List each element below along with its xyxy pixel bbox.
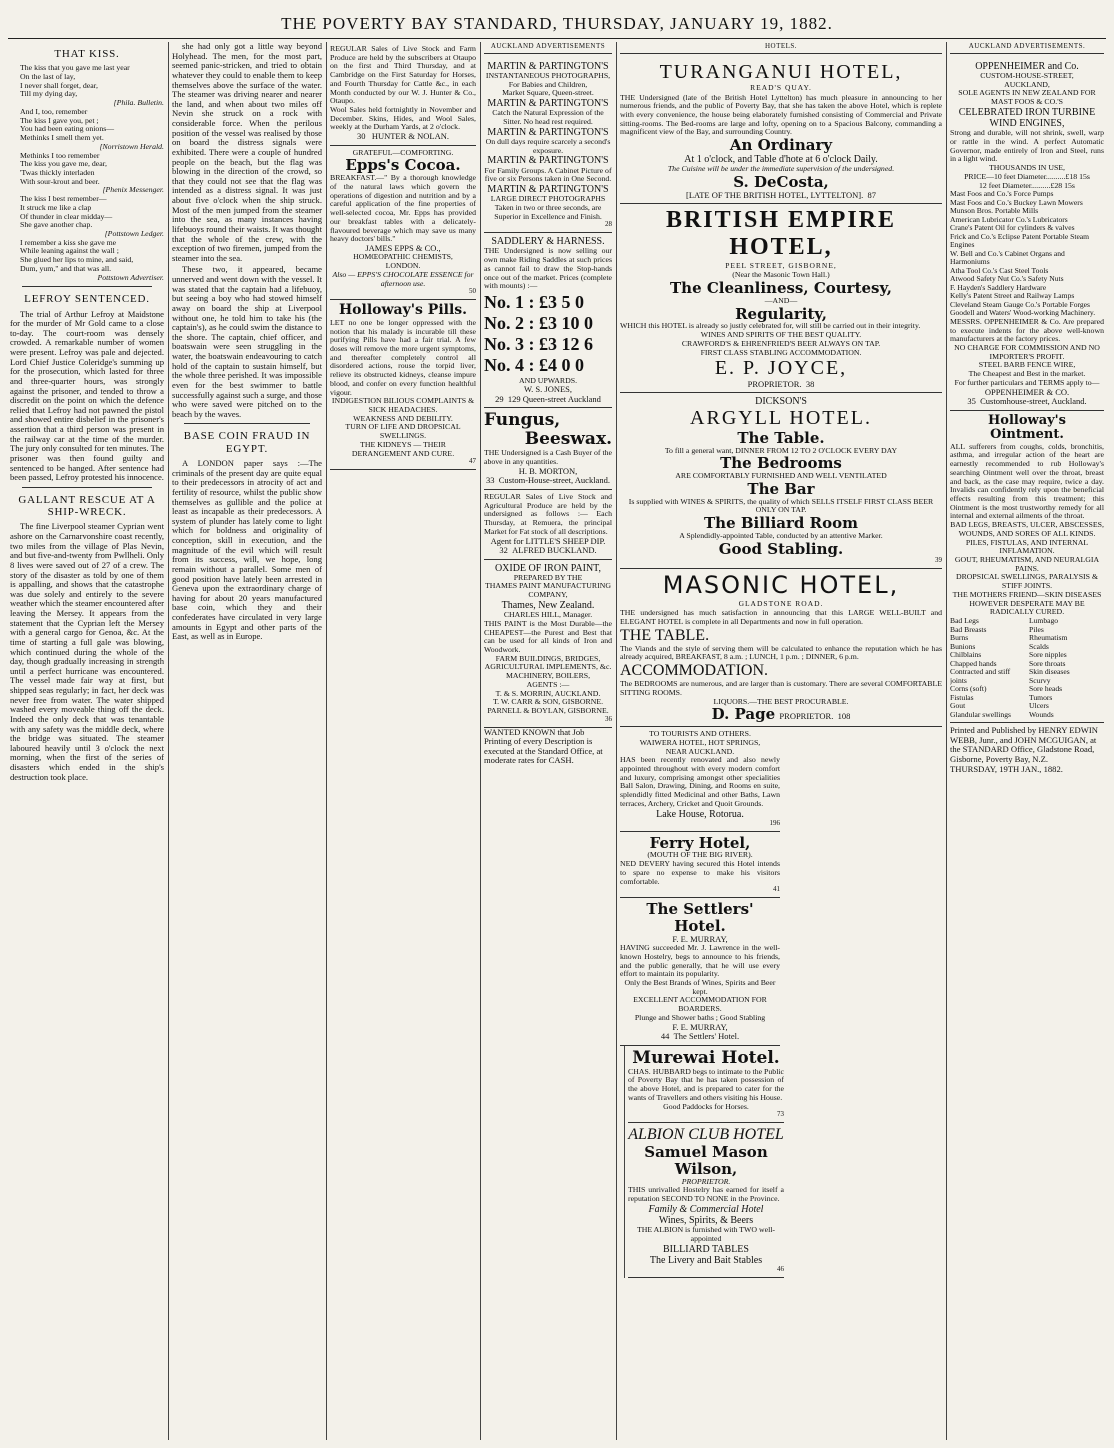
ad-line: THE ALBION is furnished with TWO well-appointed [636, 1225, 775, 1243]
price-item: No. 3 : £3 12 6 [484, 334, 593, 355]
ad-agent: T. & S. MORRIN, AUCKLAND. [495, 688, 601, 698]
ad-signature: JAMES EPPS & CO., [365, 242, 441, 253]
ad-signature: H. B. MORTON, [518, 465, 578, 476]
ad-title: ARGYLL HOTEL. [690, 407, 872, 430]
ad-agent: PARNELL & BOYLAN, GISBORNE. [487, 705, 609, 715]
list-item: Gout [950, 701, 966, 711]
ad-number: 50 [469, 287, 476, 296]
ad-title: MARTIN & PARTINGTON'S [487, 184, 609, 196]
ad-line: NO CHARGE FOR COMMISSION AND NO IMPORTER'S PROFIT. [954, 342, 1100, 361]
ad-role: PROPRIETOR. [779, 711, 834, 722]
ad-line: LIQUORS.—THE BEST PROCURABLE. [713, 696, 849, 706]
ad-text: CHAS. HUBBARD begs to intimate to the Public of Poverty Bay that he has taken possession of the above Hotel, and is prepared to cater for the wants of Travellers and others visiting his House. [628, 1066, 784, 1102]
ad-subhead: BAD LEGS, BREASTS, ULCER, ABSCESSES, WOUNDS, AND SORES OF ALL KINDS. [950, 520, 1104, 538]
ad-city: AUCKLAND, [1004, 79, 1050, 89]
buckland-sales-ad [484, 490, 612, 560]
ad-number: 46 [777, 1264, 784, 1273]
rescue-continued-2: These two, it appeared, became unnerved and went down with the vessel. It was stated that the captain had a lifebuoy, but seeing a boy who had stowed himself away on board the ship at Liverpool without one, he told him to take his (the captain's), as he could swim the distance to the shore. The captain, chief officer, and boatswain were seen struggling in the water, the boatswain endeavouring to catch hold of the captain to sustain himself, but the whole three perished. It was impossible even for the best swimmer to battle successfully against such a surge, and those who were saved were pitched on to the beach by the waves. [172, 264, 322, 419]
ad-title: MARTIN & PARTINGTON'S [487, 155, 609, 167]
ad-highlight: Wines, Spirits, & Beers [658, 1214, 754, 1226]
ad-line: For Babies and Children, [508, 79, 588, 89]
divider [22, 487, 152, 488]
list-item: Burns [950, 633, 969, 643]
ad-line: THOUSANDS IN USE, [988, 163, 1066, 173]
ad-title: MARTIN & PARTINGTON'S [487, 126, 609, 138]
verse-line: The kiss that you gave me last year [20, 63, 130, 73]
ad-text: The Viands and the style of serving them will be calculated to enhance the reputation which he has already acquired, BREAKFAST, 8 a.m. ; LUNCH, 1 p.m. ; DINNER, 6 p.m. [620, 643, 942, 662]
list-item: Scurvy [1029, 675, 1051, 685]
ad-text: THE Undersigned is now selling our own make Riding Saddles at such prices as cannot fail to draw the Stop-hands once out of the market. Prices (complete with mounts) :— [484, 246, 612, 291]
ad-title: The Settlers' Hotel. [646, 900, 754, 935]
ad-address: CUSTOM-HOUSE-STREET, [980, 71, 1074, 81]
ad-text: The BEDROOMS are numerous, and are larger than is customary. There are several COMFORTABLE SITTING ROOMS. [620, 679, 942, 697]
ad-text: MESSRS. OPPENHEIMER & Co. Are prepared to execute indents for the above well-known manufacturers at the factory prices. [950, 316, 1104, 344]
verse-line: I never shall forget, dear, [20, 80, 98, 90]
column-4 [484, 42, 612, 1440]
ad-subhead: INDIGESTION BILIOUS COMPLAINTS & SICK HEADACHES. [331, 396, 475, 415]
ad-highlight: CELEBRATED IRON TURBINE [958, 106, 1096, 118]
ad-title: Beeswax. [524, 429, 612, 450]
rescue-title: GALLANT RESCUE AT A SHIP-WRECK. [18, 493, 156, 519]
ad-title: MASONIC HOTEL, [662, 571, 900, 600]
photographs-ad [484, 58, 612, 233]
column-rule [480, 42, 481, 1440]
list-item: Chapped hands [950, 658, 997, 668]
column-1 [10, 42, 164, 1440]
verse-line: Of thunder in clear midday— [20, 211, 113, 221]
ad-title: ALBION CLUB HOTEL [628, 1126, 784, 1144]
rescue-article: The fine Liverpool steamer Cyprian went ashore on the Carnarvonshire coast recently, two miles from the village of Plas Nevin, and but five-and-twenty from Pwllheli. Only 8 lives were saved out of 27 of a crew. The story of the disaster as told by one of them is appalling, and shows that the catastrophe was due solely and entirely to the severe weather which the steamer encountered after leaving the Mersey. It appears from the statement that the Cyprian left the Mersey with a general cargo for Genoa, &c. At the time of starting a full gale was blowing, which continued during the whole of the day, though gradually increasing in strength until a perfect hurricane was encountered. The vessel made fair way at first, but shipped seas regularly; in fact, her deck was never free from water. The water shipped washed every moveable thing off the deck. Indeed the only deck that was tenantable with any safety was the middle deck, where the bridge was situated. The steamer laboured heavily until 3 o'clock the next morning, when the first of the series of disasters which ended in the ship's destruction took place. [10, 521, 164, 782]
ad-line: A Splendidly-appointed Table, conducted by an attentive Marker. [679, 530, 883, 540]
ad-text: BREAKFAST.—" By a thorough knowledge of the natural laws which govern the operations of digestion and nutrition and by a careful application of the fine properties of well-selected cocoa, Mr. Epps has provided our breakfast tables with a delicately-flavoured beverage which may save us many heavy doctors' bills." [330, 173, 476, 244]
ad-text: REGULAR Sales of Live Stock and Farm Produce are held by the subscribers at Otaupo on the first and Third Thursday, and at Cambridge on the First Saturday for Horses, and Fourth Thursday for Cattle &c., in each Month conducted by our W. J. Hunter & Co., Otaupo. [330, 44, 476, 106]
ad-number: 28 [605, 220, 612, 229]
issue-date: THURSDAY, 19TH JAN., 1882. [950, 763, 1063, 774]
ad-line: —AND— [764, 295, 798, 305]
ad-number: 41 [773, 885, 780, 894]
ad-text: REGULAR Sales of Live Stock and Agricultural Produce are held by the undersigned as follows :— Each Thursday, at Remuera, the principal Market for Fat stock of all descriptions. [484, 491, 612, 536]
ad-manager: CHARLES HILL, Manager. [503, 610, 593, 620]
section-header: AUCKLAND ADVERTISEMENTS [484, 42, 612, 54]
ad-title: SADDLERY & HARNESS. [491, 236, 605, 248]
ad-address: PEEL STREET, GISBORNE, [725, 260, 837, 270]
column-2 [172, 42, 322, 1440]
ad-text: THIS unrivalled Hostelry has earned for itself a reputation SECOND TO NONE in the Province. [628, 1185, 784, 1204]
ad-number: 108 [837, 711, 851, 722]
ad-note: AND UPWARDS. [518, 375, 578, 385]
ad-note: (Near the Masonic Town Hall.) [732, 270, 830, 280]
list-item: Mast Foos and Co.'s Force Pumps [950, 189, 1054, 199]
list-item: Scalds [1029, 641, 1049, 651]
price-item: No. 4 : £4 0 0 [484, 355, 584, 376]
ad-subhead: TURN OF LIFE AND DROPSICAL SWELLINGS. [345, 422, 461, 441]
list-item: Frick and Co.'s Eclipse Patent Portable Steam Engines [950, 231, 1090, 250]
column-rule [326, 42, 327, 1440]
iron-paint-ad [484, 560, 612, 728]
british-empire-hotel-ad [620, 204, 942, 393]
list-item: Sore heads [1029, 684, 1063, 694]
ad-company: THAMES PAINT MANUFACTURING COMPANY, [485, 581, 611, 600]
ad-signature: ALFRED BUCKLAND. [512, 545, 597, 556]
wanted-known-notice: WANTED KNOWN that Job Printing of every Description is executed at the Standard Office, at moderate rates for CASH. [484, 726, 603, 766]
ad-text: THIS PAINT is the Most Durable—the CHEAPEST—the Purest and Best that can be used for all kinds of Iron and Woodwork. [484, 618, 612, 654]
ad-title: BRITISH EMPIRE HOTEL, [665, 207, 897, 261]
printer-imprint: Printed and Published by HENRY EDWIN WEBB, Junr., and JOHN MCGUIGAN, at the STANDARD Office, Gladstone Road, Gisborne, Poverty Bay, N.Z. [950, 725, 1098, 764]
ad-line: Only the Best Brands of Wines, Spirits and Beer kept. [624, 978, 776, 996]
ad-address: GLADSTONE ROAD. [738, 599, 824, 609]
list-item: American Lubricator Co.'s Lubricators [950, 214, 1068, 224]
ad-subtitle: INSTANTANEOUS PHOTOGRAPHS, [485, 71, 611, 81]
verse-line: With sour-krout and beer. [20, 176, 100, 186]
ad-line: ARE COMFORTABLY FURNISHED AND WELL VENTILATED [675, 471, 887, 481]
list-item: W. Bell and Co.'s Cabinet Organs and Harmoniums [950, 248, 1065, 267]
list-item: Atwood Safety Nut Co.'s Safety Nuts [950, 274, 1064, 284]
list-item: F. Hayden's Saddlery Hardware [950, 282, 1047, 292]
ad-line: For Family Groups. A Cabinet Picture of five or six Persons taken in One Second. [484, 165, 612, 184]
ad-text: THE undersigned has much satisfaction in announcing that this LARGE WELL-BUILT and ELEGANT HOTEL is complete in all Departments and now in full operation. [620, 608, 942, 627]
list-item: Goodell and Waters' Wood-working Machinery. [950, 308, 1096, 318]
divider [22, 286, 152, 287]
ad-text: Wool Sales held fortnightly in November and December. Skins, Hides, and Wool Sales, weekly at the Durham Yards, at 2 o'clock. [330, 105, 476, 132]
ad-signature: D. Page [711, 705, 776, 724]
masonic-hotel-ad [620, 569, 942, 727]
list-item: Bad Legs [950, 616, 979, 626]
list-item: Cleveland Steam Gauge Co.'s Portable Forges [950, 299, 1091, 309]
ad-number: 32 [499, 545, 508, 556]
ad-highlight: Family & Commercial Hotel [648, 1203, 764, 1215]
turanganui-hotel-ad [620, 58, 942, 204]
ad-line: The Cheapest and Best in the market. [968, 369, 1086, 379]
ad-number: 47 [469, 457, 476, 466]
ad-text: Strong and durable, will not shrink, swell, warp or rattle in the wind. A perfect Automatic Governor, made entirely of Iron and Steel, runs in a light wind. [950, 128, 1104, 164]
ad-highlight: The Bedrooms [720, 454, 842, 473]
list-item: Tumors [1029, 692, 1053, 702]
verse-line: You had been eating onions— [20, 124, 115, 134]
list-item: Bad Breasts [950, 624, 987, 634]
ad-subhead: THE MOTHERS FRIEND—SKIN DISEASES HOWEVER DESPERATE MAY BE RADICALLY CURED. [952, 589, 1102, 617]
list-item: Sore throats [1029, 658, 1066, 668]
list-item: Sore nipples [1029, 650, 1067, 660]
ad-text: THE Undersigned (late of the British Hotel Lyttelton) has much pleasure in announcing to her numerous friends, and the public of Poverty Bay, that she has taken the above Hotel, which is replete with every convenience, the house being elaborately furnished consisting of Commercial and Private sitting-rooms. The Bed-rooms are large and lofty, opening on to a Spacious Balcony, commanding a magnificent view of the Bay, and surrounding Country. [620, 92, 942, 137]
section-header: HOTELS. [620, 42, 942, 54]
oppenheimer-ad [950, 58, 1104, 411]
ad-line: Is supplied with WINES & SPIRITS, the quality of which SELLS ITSELF FIRST CLASS BEER ONLY ON TAP. [628, 496, 934, 515]
ad-prefix: DICKSON'S [755, 396, 807, 408]
ad-number: 36 [605, 714, 612, 723]
ad-address: Custom-House-street, Auckland. [498, 475, 610, 486]
ad-signature: W. S. JONES, [523, 384, 573, 395]
epps-cocoa-ad [330, 146, 476, 300]
verse-line: The kiss you gave me, dear, [20, 159, 107, 169]
ad-number: 35 [967, 396, 976, 407]
ad-signature: OPPENHEIMER & CO. [984, 386, 1070, 397]
ad-line: Agent for LITTLE'S SHEEP DIP. [490, 535, 606, 546]
albion-club-hotel-ad [628, 1123, 784, 1278]
ad-highlight: The Livery and Bait Stables [649, 1254, 763, 1266]
ad-title: Holloway's Pills. [338, 302, 468, 319]
verse-line: On the last of lay, [20, 72, 76, 82]
ad-title: TURANGANUI HOTEL, [659, 60, 903, 83]
ad-signature: S. DeCosta, [733, 172, 829, 191]
column-6 [950, 42, 1104, 1440]
waiwera-hotel-ad [620, 727, 780, 831]
ad-highlight: BILLIARD TABLES [663, 1243, 749, 1255]
list-item: Crane's Patent Oil for cylinders & valves [950, 223, 1075, 233]
ad-line: WINES AND SPIRITS OF THE BEST QUALITY. [700, 330, 862, 340]
ad-signature: Samuel Mason Wilson, [644, 1143, 768, 1178]
hotels-right-subcolumn [624, 1046, 784, 1278]
kiss-title: THAT KISS. [54, 48, 120, 60]
ad-line: Plunge and Shower baths ; Good Stabling [634, 1012, 766, 1022]
verse-line: Dum, yum," and that was all. [20, 263, 112, 273]
ad-subtitle: (MOUTH OF THE BIG RIVER). [647, 850, 753, 860]
ad-title: Holloway's Ointment. [988, 412, 1066, 443]
verse-line: The kiss I gave you, pet ; [20, 115, 99, 125]
ad-price: 12 feet Diameter..........£28 15s [979, 180, 1075, 190]
settlers-hotel-ad [620, 898, 780, 1046]
ad-line: CRAWFORD'S & EHRENFRIED'S BEER ALWAYS ON TAP. [681, 338, 881, 348]
ad-title: OPPENHEIMER and Co. [975, 60, 1079, 72]
ad-highlight: The Billiard Room [704, 514, 858, 533]
list-item: Glandular swellings [950, 709, 1011, 719]
disease-list [950, 617, 1104, 719]
ad-text: WHICH this HOTEL is already so justly celebrated for, will still be carried out in their integrity. [620, 321, 921, 331]
kiss-verse [10, 64, 164, 282]
murewai-hotel-ad [628, 1046, 784, 1123]
ad-address: NEAR AUCKLAND. [665, 746, 735, 756]
argyll-hotel-ad [620, 393, 942, 569]
ad-address: 129 Queen-street Auckland [507, 393, 601, 404]
ad-signature: E. P. JOYCE, [714, 357, 848, 380]
ad-line: SOLE AGENTS IN NEW ZEALAND FOR MAST FOOS & CO.'S [958, 88, 1096, 107]
ad-title: Murewai Hotel. [632, 1047, 780, 1068]
list-item: Kelly's Patent Street and Railway Lamps [950, 291, 1075, 301]
ad-title: MARTIN & PARTINGTON'S [487, 60, 609, 72]
ad-text: ALL sufferers from coughs, colds, bronchitis, asthma, and irregular action of the heart are earnestly recommended to rub Holloway's searching Ointment well over the throat, breast and back, as the case may require, twice a day. Invalids can confidently rely upon the beneficial effects resulting from this treatment; this Ointment is the most trustworthy remedy for all internal and external ailments of the throat. [950, 441, 1104, 521]
ad-address: Market Square, Queen-street. [502, 88, 594, 98]
verse-line: She gave another chap. [20, 220, 93, 230]
lefroy-title: LEFROY SENTENCED. [24, 293, 150, 306]
column-rule [946, 42, 947, 1440]
ad-subhead: PILES, FISTULAS, AND INTERNAL INFLAMATION. [965, 537, 1089, 556]
list-item: Wounds [1029, 709, 1054, 719]
ad-line: To fill a general want, DINNER FROM 12 TO 2 O'CLOCK EVERY DAY [664, 445, 898, 455]
ad-highlight: WIND ENGINES, [989, 118, 1065, 130]
list-item: Corns (soft) [950, 684, 987, 694]
ad-title: Epps's Cocoa. [345, 156, 461, 175]
verse-source: Pottstown Advertiser. [97, 272, 164, 282]
ad-number: 30 [356, 131, 366, 142]
list-item: Lumbago [1029, 616, 1059, 626]
list-item: Piles [1029, 624, 1044, 634]
verse-line: While leaning against the wall ; [20, 246, 119, 256]
list-item: Chilblains [950, 650, 982, 660]
ad-title: Ferry Hotel, [649, 833, 751, 852]
list-item: Atha Tool Co.'s Cast Steel Tools [950, 265, 1049, 275]
ad-number: 33 [486, 475, 495, 486]
ad-subhead: DROPSICAL SWELLINGS, PARALYSIS & STIFF JOINTS. [955, 572, 1099, 591]
verse-line: Methinks I smell them yet. [20, 133, 104, 143]
ad-subhead: WEAKNESS AND DEBILITY. [353, 413, 453, 423]
ad-number: 38 [805, 378, 815, 389]
ad-text: LET no one be longer oppressed with the notion that his malady is incurable till these purifying Pills have had a fair trial. A few doses will remove the more urgent symptoms, and thereafter completely control all disordered actions, rouse the torpid liver, relieve its obstructed kidneys, cleanse impure blood, and confer on every function healthful vigour. [330, 317, 476, 397]
ad-address: Customhouse-street, Auckland. [980, 396, 1087, 407]
saddlery-ad [484, 233, 612, 408]
ad-number: 44 [660, 1031, 670, 1042]
verse-source: [Phenix Messenger. [102, 185, 164, 195]
ad-number: 73 [777, 1110, 784, 1119]
ad-tagline: GRATEFUL—COMFORTING. [352, 147, 454, 157]
ad-highlight: ACCOMMODATION. [620, 662, 769, 680]
holloway-ointment-ad [950, 411, 1104, 723]
column-rule [168, 42, 169, 1440]
section-header: AUCKLAND ADVERTISEMENTS. [950, 42, 1104, 54]
ad-signature: F. E. MURRAY, [672, 1021, 728, 1032]
verse-line: I remember a kiss she gave me [20, 237, 117, 247]
coin-fraud-title: BASE COIN FRAUD IN EGYPT. [183, 430, 311, 455]
list-item: Munson Bros. Portable Mills [950, 206, 1039, 216]
verse-source: [Norristown Herald. [99, 141, 164, 151]
list-item: Skin diseases [1029, 667, 1070, 677]
ad-title: WAIWERA HOTEL, HOT SPRINGS, [639, 737, 761, 747]
list-item: Mast Foos and Co.'s Buckey Lawn Mowers [950, 197, 1083, 207]
ad-line: On dull days require scarcely a second's exposure. [485, 136, 611, 155]
ad-title: Fungus, [484, 410, 561, 431]
ad-number: 87 [867, 189, 876, 200]
column-3 [330, 42, 476, 1440]
column-5 [620, 42, 942, 1440]
ad-line: TO TOURISTS AND OTHERS. [649, 729, 751, 739]
ad-note: The Cuisine will be under the immediate supervision of the undersigned. [667, 164, 895, 174]
ad-text: HAS been recently renovated and also newly appointed throughout with every modern comfort and luxury, comprising amongst other specialities Ball Salon, Drawing, Dining, and Rooms en suite, splendidly fitted Medicinal and other Baths, Lawn terraces, Archery, Cricket and Quoit Grounds. [620, 755, 780, 808]
ad-text: THE Undersigned is a Cash Buyer of the above in any quantities. [484, 448, 612, 467]
ad-highlight: The Cleanliness, Courtesy, [670, 279, 892, 298]
ad-note: Also — EPPS'S CHOCOLATE ESSENCE for afternoon use. [332, 269, 474, 288]
verse-line: And I, too, remember [20, 106, 88, 116]
ad-line: EXCELLENT ACCOMMODATION FOR BOARDERS. [633, 995, 767, 1014]
verse-line: Till my dying day, [20, 89, 78, 99]
lefroy-article: The trial of Arthur Lefroy at Maidstone for the murder of Mr Gold came to a close to-day. The court-room was densely crowded. A remarkable number of women were present. Lefroy was pale and dejected. Lord Chief Justice Coleridge's summing up for the prosecution, which lasted for three and three-quarter hours, was strongly against the prisoner, and tended to throw a discredit on the point on which the defence relied that Lefroy had not pawned the pistol and showed entire disbelief in the prisoner's assertion that a third person was present in the railway car at the time of the murder. The jury only consulted for ten minutes. The prisoner was then found guilty and sentenced to be hanged. After sentence had been passed, Lefroy protested his innocence. [10, 308, 164, 483]
ad-price: PRICE—10 feet Diameter..........£18 15s [964, 171, 1090, 181]
ad-subtitle: PREPARED BY THE [513, 572, 583, 582]
holloway-pills-ad [330, 300, 476, 470]
ad-note: [LATE OF THE BRITISH HOTEL, LYTTELTON]. [686, 189, 864, 200]
divider [184, 423, 310, 424]
coin-fraud-article: A LONDON paper says :—The criminals of the present day are quite equal to their predecessors in atrocity of act and fertility of resource, whilst the public show themselves as gullible and the police at least as incapable as their predecessors. A system of plunder has lately come to light which for boldness and originality of conception, skill in execution, and the magnitude of the evil which will result from its success, will, we hope, long remain without a parallel. Some men of good position have lately been arrested in Geneva upon the extraordinary charge of having for about 20 years manufactured base coin, which they and their confederates have circulated in very large amounts in Egypt and other parts of the East, as well as in Europe. [172, 458, 322, 642]
column-rule [616, 42, 617, 1440]
list-item: Contracted and stiff joints [950, 667, 1011, 685]
ad-agents-label: AGENTS :— [526, 679, 570, 689]
ad-line: FIRST CLASS STABLING ACCOMMODATION. [700, 347, 862, 357]
ad-line: For further particulars and TERMS apply to— [954, 377, 1100, 387]
verse-line: She glued her lips to mine, and said, [20, 255, 134, 265]
ad-line: LARGE DIRECT PHOTOGRAPHS Taken in two or three seconds, are Superior in Excellence and Finish. [490, 194, 606, 221]
ferry-hotel-ad [620, 832, 780, 899]
ad-highlight: Regularity, [735, 304, 827, 323]
ad-subtitle: READ'S QUAY. [750, 83, 812, 93]
rescue-continued: she had only got a little way beyond Holyhead. The men, for the most part, seemed panic-stricken, and tried to obtain whatever they could to enable them to keep themselves above the surface of the water. The steamer was driving nearer and nearer the land, and when about two miles off Nevin she struck on a rock with considerable force. When the perilous position of the vessel was realised by those on board the distress signals were exhibited. There were a couple of hundred people on the beach, but the flag was blowing in the direction of the crowd, so that they could not see that the flag was intended as a distress signal. It was just about five o'clock when the ship struck. Most of the men jumped from the steamer into the sea, as many instances having lifebuoys round their waists. It was thought that the whole of the crew, with the exception of two firemen, jumped from the steamer into the sea. [172, 42, 322, 263]
price-item: No. 1 : £3 5 0 [484, 292, 584, 312]
ad-signature: F. E. MURRAY, [672, 933, 728, 944]
ad-title: OXIDE OF IRON PAINT, [494, 562, 602, 574]
masthead-rule [8, 38, 1106, 39]
list-item: Fistulas [950, 692, 974, 702]
ad-place: Thames, New Zealand. [501, 599, 595, 611]
ad-highlight: The Table. [737, 428, 825, 447]
ad-footer: The Settlers' Hotel. [673, 1031, 740, 1042]
ad-role: PROPRIETOR. [747, 378, 802, 389]
ad-highlight: THE TABLE. [620, 626, 710, 644]
ad-line: At 1 o'clock, and Table d'hote at 6 o'clock Daily. [684, 154, 878, 165]
ad-title: Lake House, Rotorua. [656, 808, 744, 820]
ad-highlight: The Bar [747, 479, 815, 498]
ad-signature: HOMŒOPATHIC CHEMISTS, [353, 252, 453, 262]
list-item: Ulcers [1029, 701, 1049, 711]
verse-line: It struck me like a clap [20, 202, 92, 212]
price-item: No. 2 : £3 10 0 [484, 313, 593, 334]
verse-line: Methinks I too remember [20, 150, 100, 160]
ad-text: HAVING succeeded Mr. J. Lawrence in the well-known Hostelry, begs to announce to his friends, and the public generally, that he will use every effort to maintain its popularity. [620, 943, 780, 979]
hotels-left-subcolumn [620, 727, 780, 1046]
saddle-price-list [484, 292, 612, 376]
list-item: Rheumatism [1029, 633, 1068, 643]
verse-line: 'Twas thickly interladen [20, 167, 95, 177]
verse-line: The kiss I best remember— [20, 194, 107, 204]
product-list [950, 190, 1104, 318]
ad-title: MARTIN & PARTINGTON'S [487, 98, 609, 110]
ad-role: PROPRIETOR. [681, 1176, 731, 1186]
ad-line: Good Paddocks for Horses. [663, 1101, 749, 1111]
verse-source: [Phila. Bulletin. [113, 98, 164, 108]
ad-number: 39 [935, 556, 942, 565]
ad-number: 196 [769, 818, 780, 827]
ad-text: NED DEVERY having secured this Hotel intends to spare no expense to make his visitors comfortable. [620, 859, 780, 886]
ad-line: Catch the Natural Expression of the Sitter. No head rest required. [492, 108, 604, 127]
ad-highlight: An Ordinary [729, 136, 833, 155]
masthead: THE POVERTY BAY STANDARD, THURSDAY, JANUARY 19, 1882. [281, 14, 833, 33]
ad-signature: HUNTER & NOLAN. [371, 131, 450, 142]
fungus-beeswax-ad [484, 408, 612, 490]
ad-highlight: STEEL BARB FENCE WIRE, [978, 360, 1076, 370]
ad-subhead: THE KIDNEYS — THEIR DERANGEMENT AND CURE. [351, 439, 455, 458]
verse-source: [Pottstown Ledger. [104, 228, 164, 238]
list-item: Bunions [950, 641, 976, 651]
ad-number: 29 [495, 393, 504, 404]
ad-subhead: GOUT, RHEUMATISM, AND NEURALGIA PAINS. [954, 555, 1100, 573]
ad-city: LONDON. [385, 261, 421, 271]
livestock-sales-ad [330, 42, 476, 146]
ad-caps: FARM BUILDINGS, BRIDGES, AGRICULTURAL IMPLEMENTS, &c. MACHINERY, BOILERS, [484, 653, 612, 681]
ad-agent: T. W. CARR & SON, GISBORNE. [492, 697, 604, 707]
ad-highlight: Good Stabling. [718, 539, 844, 558]
